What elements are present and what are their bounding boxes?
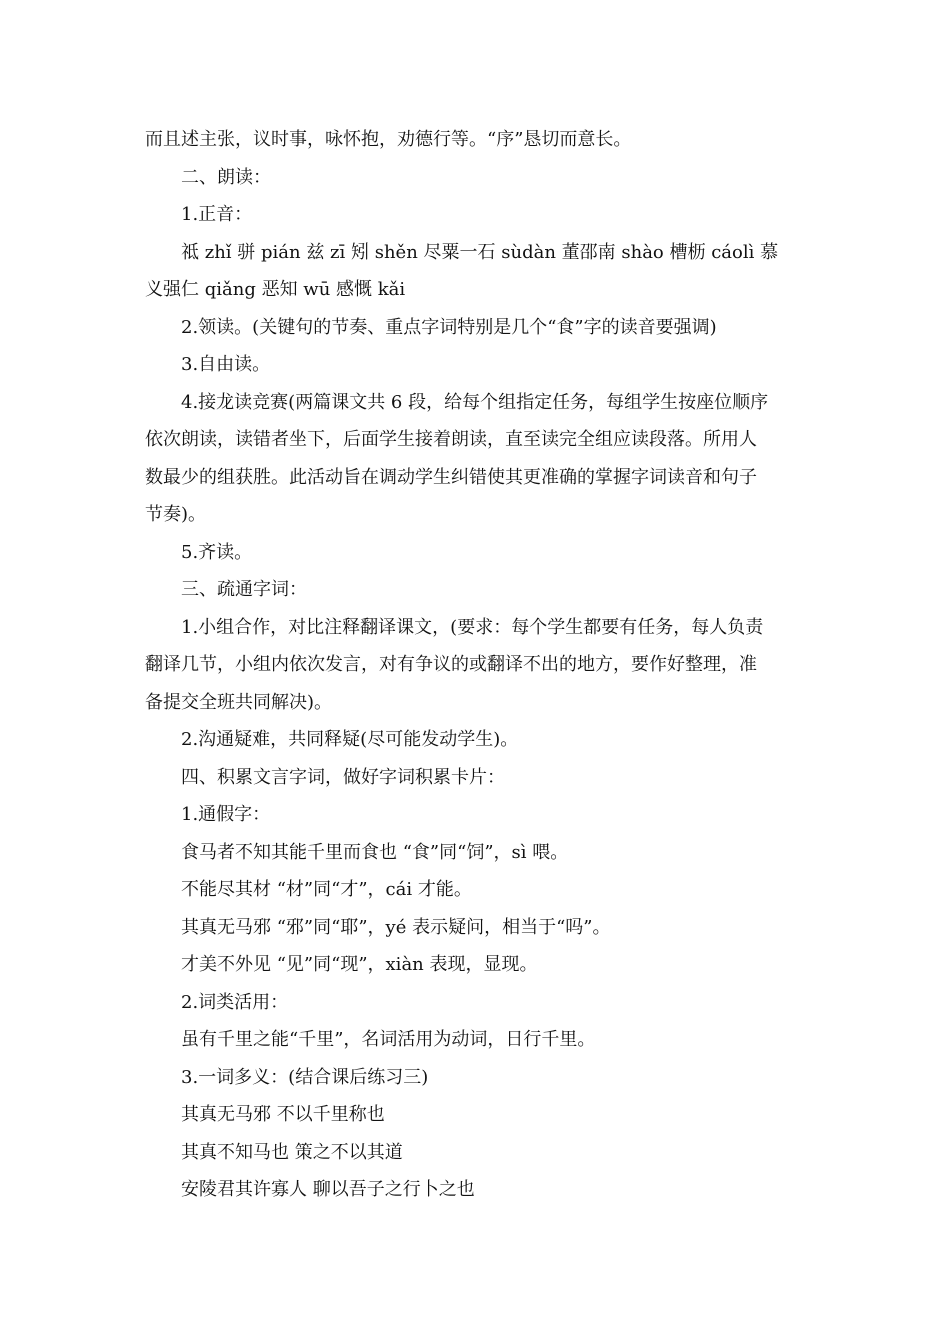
- example-line: 其真无马邪 “邪”同“耶”，yé 表示疑问，相当于“吗”。: [181, 916, 611, 938]
- list-item: 3.自由读。: [181, 354, 271, 375]
- example-line: 其真不知马也 策之不以其道: [181, 1141, 403, 1163]
- paragraph-line: 备提交全班共同解决)。: [145, 691, 333, 713]
- paragraph-line: 节奏)。: [145, 504, 207, 525]
- example-line: 其真无马邪 不以千里称也: [181, 1104, 385, 1125]
- paragraph-line: 翻译几节，小组内依次发言，对有争议的或翻译不出的地方，要作好整理，准: [145, 654, 757, 675]
- paragraph-line: 依次朗读，读错者坐下，后面学生接着朗读，直至读完全组应读段落。所用人: [145, 429, 757, 450]
- list-item: 4.接龙读竞赛(两篇课文共 6 段，给每个组指定任务，每组学生按座位顺序: [181, 391, 769, 413]
- list-item: 2.领读。(关键句的节奏、重点字词特别是几个“食”字的读音要强调): [181, 316, 717, 338]
- paragraph-line: 数最少的组获胜。此活动旨在调动学生纠错使其更准确的掌握字词读音和句子: [145, 466, 757, 488]
- list-item: 1.通假字：: [181, 804, 271, 825]
- list-item: 2.沟通疑难，共同释疑(尽可能发动学生)。: [181, 729, 519, 750]
- example-line: 不能尽其材 “材”同“才”，cái 才能。: [181, 879, 472, 900]
- pronunciation-line: 祗 zhǐ 骈 pián 兹 zī 矧 shěn 尽粟一石 sùdàn 董邵南 shào 槽枥 cáolì 慕: [181, 241, 779, 263]
- example-line: 食马者不知其能千里而食也 “食”同“饲”，sì 喂。: [181, 841, 569, 863]
- document-body: [145, 121, 807, 1209]
- section-heading-words: 三、疏通字词：: [181, 579, 307, 600]
- example-line: 才美不外见 “见”同“现”，xiàn 表现，显现。: [181, 954, 538, 975]
- pronunciation-line: 义强仁 qiǎng 恶知 wū 感慨 kǎi: [145, 279, 406, 300]
- paragraph-line: 而且述主张，议时事，咏怀抱，劝德行等。“序”恳切而意长。: [145, 129, 632, 150]
- example-line: 安陵君其许寡人 聊以吾子之行卜之也: [181, 1179, 475, 1200]
- list-item: 5.齐读。: [181, 541, 253, 563]
- example-line: 虽有千里之能“千里”，名词活用为动词，日行千里。: [181, 1029, 596, 1050]
- list-item: 1.正音：: [181, 204, 253, 225]
- list-item: 3.一词多义：(结合课后练习三): [181, 1066, 429, 1088]
- list-item: 1.小组合作，对比注释翻译课文，(要求：每个学生都要有任务，每人负责: [181, 616, 764, 638]
- list-item: 2.词类活用：: [181, 991, 289, 1013]
- section-heading-reading: 二、朗读：: [181, 166, 271, 188]
- section-heading-accumulate: 四、积累文言字词，做好字词积累卡片：: [181, 766, 505, 788]
